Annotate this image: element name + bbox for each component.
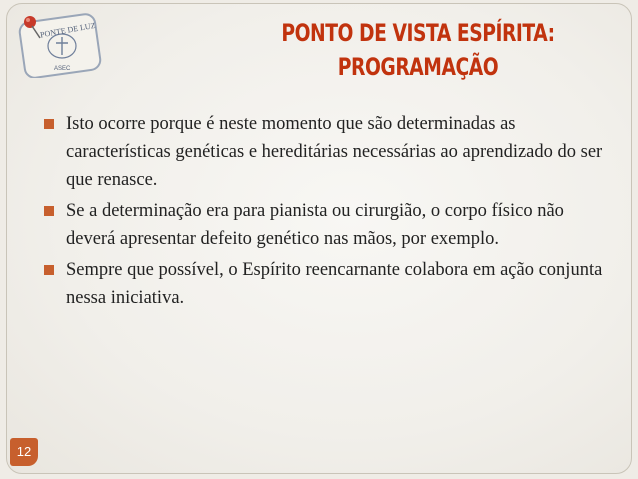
page-number-badge: 12 — [10, 438, 38, 466]
bullet-item — [44, 197, 604, 253]
slide-title — [264, 16, 573, 84]
bullet-list — [44, 110, 604, 315]
ponte-de-luz-logo — [16, 12, 102, 78]
bullet-item — [44, 110, 604, 194]
logo-text-bottom: ASEC — [54, 66, 71, 72]
bullet-square-icon — [44, 119, 54, 129]
bullet-text: Isto ocorre porque é neste momento que são determinadas as características genéticas e hereditárias necessárias ao aprendizado do ser que renasce. — [66, 114, 603, 190]
bullet-square-icon — [44, 265, 54, 275]
logo-text-top: PONTE DE LUZ — [39, 20, 97, 40]
bullet-text: Se a determinação era para pianista ou cirurgião, o corpo físico não deverá apresentar defeito genético nas mãos, por exemplo. — [66, 201, 564, 249]
title-line-1: PONTO DE VISTA ESPÍRITA: — [281, 19, 555, 47]
bullet-text: Sempre que possível, o Espírito reencarnante colabora em ação conjunta nessa iniciativa. — [66, 260, 603, 308]
title-line-2: PROGRAMAÇÃO — [337, 53, 499, 81]
bullet-square-icon — [44, 206, 54, 216]
bullet-item — [44, 256, 604, 312]
